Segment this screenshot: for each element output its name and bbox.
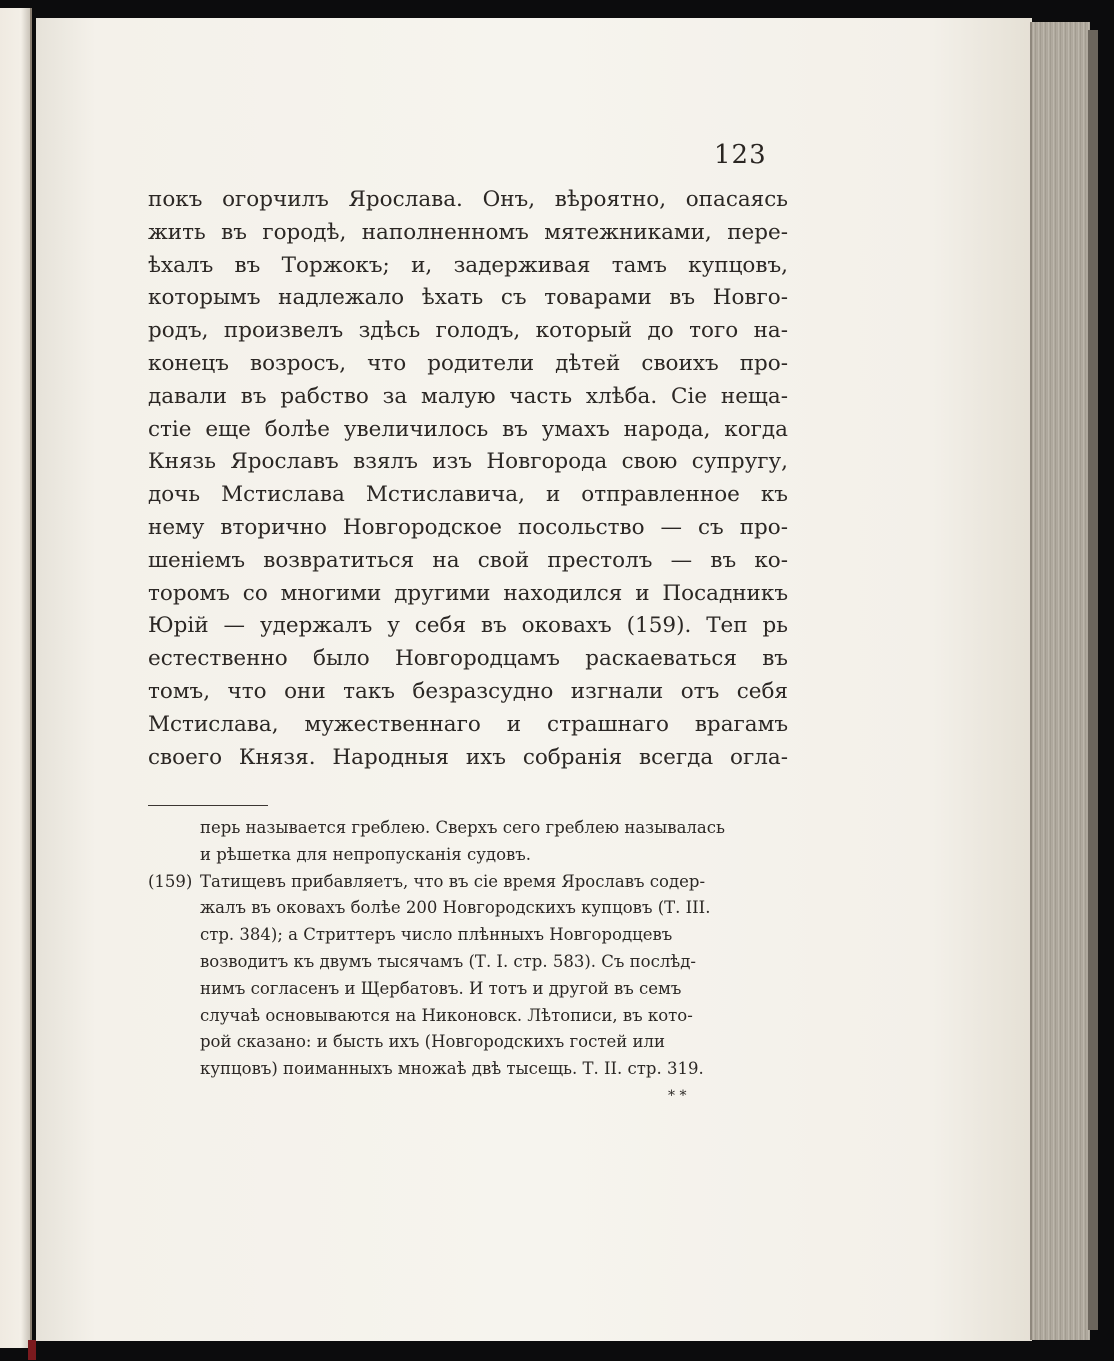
text-line: ѣхалъ въ Торжокъ; и, задерживая тамъ купцовъ, [148, 252, 788, 278]
text-line: стіе еще болѣе увеличилось въ умахъ народа, когда [148, 416, 788, 442]
text-line: торомъ со многими другими находился и Посадникъ [148, 580, 788, 606]
footnote-159-first-line [148, 869, 788, 896]
footnote-line: стр. 384); а Стриттеръ число плѣнныхъ Новгородцевъ [200, 925, 673, 945]
text-line: давали въ рабство за малую часть хлѣба. Сіе неща- [148, 383, 788, 409]
footnote-line: возводитъ къ двумъ тысячамъ (Т. I. стр. 583). Съ послѣд- [200, 951, 696, 971]
text-line: своего Князя. Народныя ихъ собранія всегда огла- [148, 744, 788, 770]
footnote-line: нимъ согласенъ и Щербатовъ. И тотъ и другой въ семъ [200, 978, 682, 998]
page-number: 123 [714, 140, 767, 170]
text-line: которымъ надлежало ѣхать съ товарами въ Новго- [148, 285, 788, 311]
text-line: Юрій — удержалъ у себя въ оковахъ (159). Теп рь [148, 613, 788, 639]
page-stack-shadow [1088, 30, 1098, 1330]
footnote-text: Татищевъ прибавляетъ, что въ сіе время Ярославъ содер- [200, 871, 706, 891]
text-line: родъ, произвелъ здѣсь голодъ, который до того на- [148, 318, 788, 344]
footnote-line: жалъ въ оковахъ болѣе 200 Новгородскихъ купцовъ (Т. III. [200, 898, 711, 918]
footnote-continuation-line: перь называется греблею. Сверхъ сего греблею называлась [200, 818, 725, 837]
text-line: естественно было Новгородцамъ раскаеваться въ [148, 646, 788, 672]
text-line: покъ огорчилъ Ярослава. Онъ, вѣроятно, опасаясь [148, 187, 788, 212]
footnote-line: купцовъ) поиманныхъ множаѣ двѣ тысещь. Т. II. стр. 319. [200, 1059, 704, 1079]
footnotes-block [148, 815, 788, 1083]
asterisms-mark: * * [668, 1088, 687, 1104]
footnote-rule [148, 805, 268, 806]
left-page-edge [0, 8, 32, 1348]
text-line: дочь Мстислава Мстиславича, и отправленное къ [148, 482, 788, 508]
text-line: жить въ городѣ, наполненномъ мятежниками, пере- [148, 219, 788, 245]
footnote-line: рой сказано: и бысть ихъ (Новгородскихъ гостей или [200, 1032, 665, 1052]
footnote-line: случаѣ основываются на Никоновск. Лѣтописи, въ кото- [200, 1005, 693, 1025]
text-line: шеніемъ возвратиться на свой престолъ — въ ко- [148, 547, 788, 573]
text-line: Князь Ярославъ взялъ изъ Новгорода свою супругу, [148, 449, 788, 475]
text-line: томъ, что они такъ безразсудно изгнали отъ себя [148, 678, 788, 704]
text-line: Мстислава, мужественнаго и страшнаго врагамъ [148, 711, 788, 737]
footnote-continuation-line: и рѣшетка для непропусканія судовъ. [200, 844, 532, 864]
spine-binding [28, 1340, 36, 1360]
footnote-marker: (159) [148, 871, 193, 891]
text-line: конецъ возросъ, что родители дѣтей своихъ про- [148, 350, 788, 376]
main-text-block [148, 184, 788, 774]
text-line: нему вторично Новгородское посольство — съ про- [148, 514, 788, 540]
page-stack-edge [1030, 22, 1090, 1340]
